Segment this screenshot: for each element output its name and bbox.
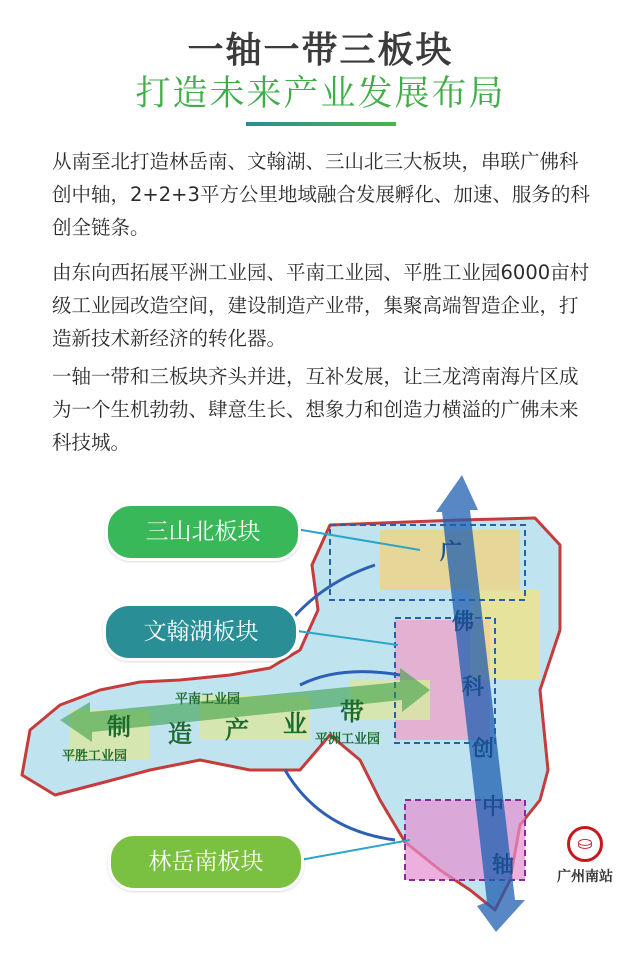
paragraph-blocks: 从南至北打造林岳南、文翰湖、三山北三大板块，串联广佛科创中轴，2+2+3平方公里地域融合发展孵化、加速、服务的科创全链条。 [52,150,590,239]
axis-char: 中 [482,795,505,820]
belt-char: 造 [168,720,192,748]
axis-char: 创 [472,737,495,762]
station-label: 广州南站 [557,869,613,885]
belt-char: 制 [107,713,131,741]
zone-label-pingsheng: 平胜工业园 [62,749,128,764]
page-subtitle: 打造未来产业发展布局 [135,74,506,114]
north-block-label: 三山北板块 [105,503,301,561]
station-marker [543,826,627,886]
paragraph-industrial-belt: 由东向西拓展平洲工业园、平南工业园、平胜工业园6000亩村级工业园改造空间，建设制造产业带，集聚高端智造企业，打造新技术新经济的转化器。 [52,261,590,350]
axis-char: 广 [440,540,463,565]
axis-char: 轴 [492,853,515,878]
paragraph-summary: 一轴一带和三板块齐头并进，互补发展，让三龙湾南海片区成为一个生机勃勃、肆意生长、想象力和创造力横溢的广佛未来科技城。 [52,365,579,454]
south-block-label: 林岳南板块 [108,833,304,891]
axis-char: 科 [462,675,485,700]
belt-char: 业 [283,710,307,738]
axis-char: 佛 [452,610,475,635]
zone-label-pingzhou: 平洲工业园 [315,732,381,747]
middle-block-label: 文翰湖板块 [103,603,299,661]
railway-station-icon: ⛀ [567,826,603,862]
belt-char: 带 [340,698,364,726]
belt-char: 产 [225,716,249,744]
south-connector [300,840,410,860]
zone-label-pingnan: 平南工业园 [175,692,241,707]
page-title: 一轴一带三板块 [187,30,454,71]
title-divider [246,122,396,126]
